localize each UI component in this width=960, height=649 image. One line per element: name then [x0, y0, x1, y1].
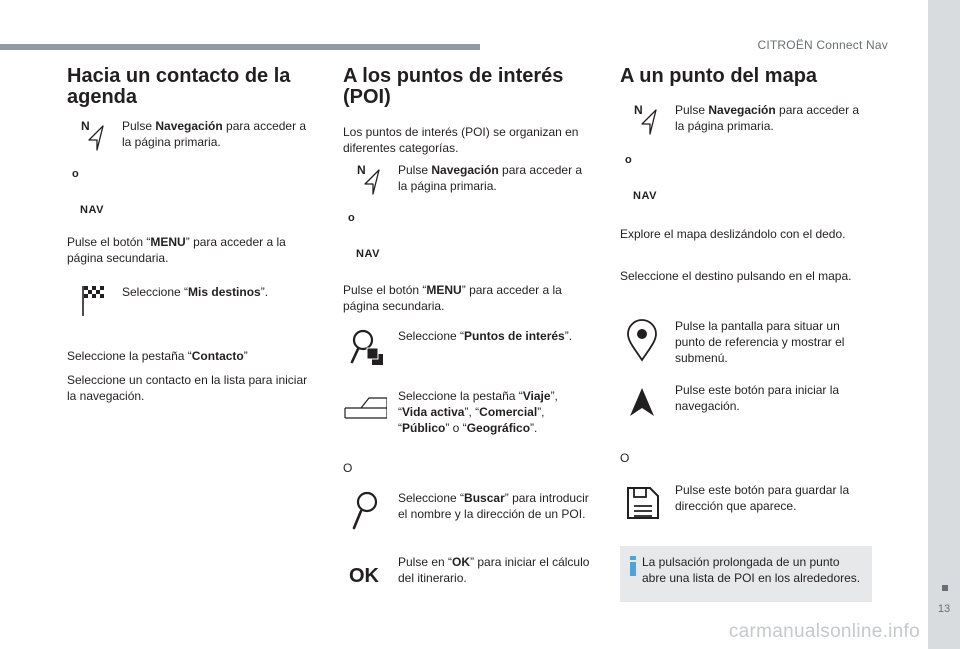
step-text: Pulse este botón para guardar la dirección que aparece. [675, 483, 850, 513]
section-mapa [620, 65, 868, 585]
section-title: Hacia un contacto de la agenda [67, 65, 291, 108]
svg-text:N: N [81, 119, 90, 133]
step-text: Pulse este botón para iniciar la navegación. [675, 383, 840, 413]
ok-icon: OK [349, 565, 379, 587]
paragraph-explore: Explore el mapa deslizándolo con el dedo. [620, 227, 846, 241]
step-text: Pulse Navegación para acceder a la página primaria. [122, 119, 307, 149]
or-label: O [343, 461, 353, 475]
or-label: o [72, 168, 79, 180]
paragraph-intro: Los puntos de interés (POI) se organizan en diferentes categorías. [343, 125, 579, 155]
section-contacto [67, 65, 315, 403]
step-text: Seleccione “Buscar” para introducir el nombre y la dirección de un POI. [398, 491, 589, 521]
section-title: A los puntos de interés (POI) [343, 65, 564, 108]
sidebar-strip [928, 0, 960, 649]
navigation-arrow-icon [343, 162, 387, 202]
navigation-arrow-icon [67, 118, 111, 158]
save-icon [620, 482, 664, 522]
nav-button-label: NAV [633, 190, 657, 202]
search-icon [343, 490, 387, 534]
paragraph-menu: Pulse el botón “MENU” para acceder a la página secundaria. [67, 235, 286, 265]
paragraph-contact: Seleccione un contacto en la lista para iniciar la navegación. [67, 373, 308, 403]
step-text: Pulse Navegación para acceder a la página primaria. [675, 103, 860, 133]
map-pin-icon [620, 318, 664, 362]
info-text: La pulsación prolongada de un punto abre una lista de POI en los alrededores. [642, 555, 861, 585]
info-icon [628, 556, 638, 576]
or-label: O [620, 451, 630, 465]
tabs-icon [343, 388, 387, 428]
step-text: Pulse la pantalla para situar un punto de referencia y mostrar el submenú. [675, 319, 845, 365]
nav-button-label: NAV [80, 204, 104, 216]
info-box [620, 546, 872, 602]
checkered-flag-icon [67, 284, 111, 324]
nav-button-label: NAV [356, 248, 380, 260]
or-label: o [348, 212, 355, 224]
step-text: Seleccione “Mis destinos”. [122, 285, 269, 299]
step-text: Pulse Navegación para acceder a la página primaria. [398, 163, 583, 193]
step-text: Seleccione “Puntos de interés”. [398, 329, 573, 343]
brand-label: CITROËN Connect Nav [757, 38, 888, 52]
page-marker [942, 585, 948, 591]
paragraph-menu: Pulse el botón “MENU” para acceder a la página secundaria. [343, 283, 562, 313]
section-poi [343, 65, 591, 587]
poi-search-icon [343, 328, 387, 368]
paragraph-select: Seleccione el destino pulsando en el mapa. [620, 269, 852, 283]
page-number: 13 [937, 603, 951, 615]
svg-text:N: N [634, 103, 643, 117]
svg-text:N: N [357, 163, 366, 177]
start-navigation-icon [620, 382, 664, 422]
or-label: o [625, 154, 632, 166]
header-rule [0, 44, 480, 50]
section-title: A un punto del mapa [620, 65, 818, 87]
paragraph-tab: Seleccione la pestaña “Contacto” [67, 349, 248, 363]
navigation-arrow-icon [620, 102, 664, 142]
step-text: Pulse en “OK” para iniciar el cálculo del itinerario. [398, 555, 590, 585]
step-text: Seleccione la pestaña “Viaje”, “Vida activa”, “Comercial”, “Público” o “Geográfico”. [398, 389, 558, 435]
watermark: carmanualsonline.info [728, 621, 920, 642]
